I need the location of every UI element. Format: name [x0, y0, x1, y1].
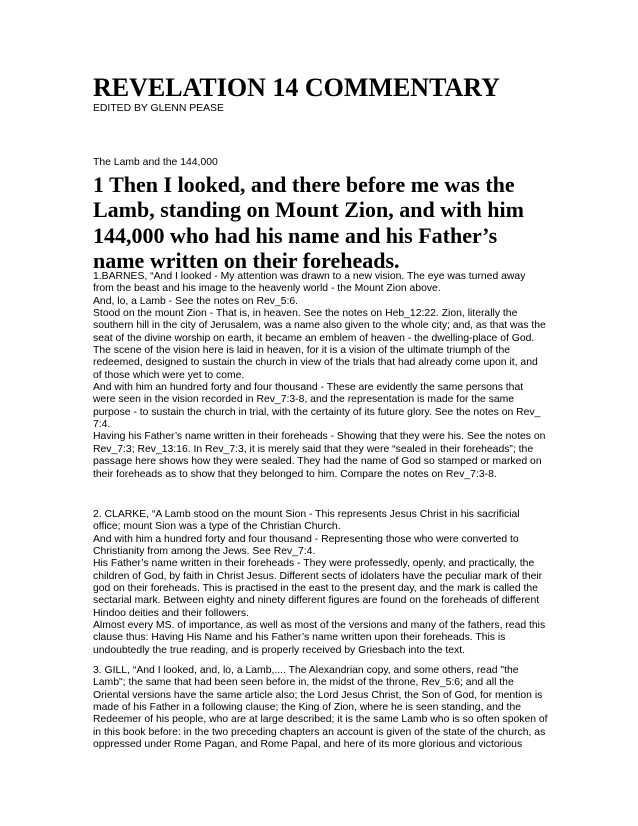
commentary-gill: [93, 665, 548, 751]
commentary-paragraph: Almost every MS. of importance, as well as most of the versions and many of the fathers, read this clause thus: Having His Name and his Father’s name written upon their foreheads. This is undoubtedly the true reading, and is properly received by Griesbach into the text.: [93, 620, 546, 656]
commentary-clarke: [93, 509, 548, 657]
commentary-paragraph: His Father’s name written in their foreheads - They were professedly, openly, and practically, the children of God, by faith in Christ Jesus. Different sects of idolaters have the peculiar mark of their god on their foreheads. This is practised in the east to the present day, and the mark is called the sectarial mark. Between eighty and ninety different figures are found on the foreheads of different Hindoo deities and their followers.: [93, 558, 543, 619]
document-title: REVELATION 14 COMMENTARY: [93, 73, 500, 102]
commentary-barnes: [93, 271, 548, 481]
commentary-paragraph: Having his Father’s name written in their foreheads - Showing that they were his. See the notes on Rev_7:3; Rev_13:16. In Rev_7:3, it is merely said that they were “sealed in their foreheads”; the passage here shows how they were sealed. They had the name of God so stamped or marked on their foreheads as to show that they belonged to him. Compare the notes on Rev_7:3-8.: [93, 431, 546, 480]
commentary-paragraph: 3. GILL, “And I looked, and, lo, a Lamb,.... The Alexandrian copy, and some others, read "the Lamb"; the same that had been seen before in, the midst of the throne, Rev_5:6; and all the Oriental versions have the same article also; the Lord Jesus Christ, the Son of God, for mention is made of his Father in a following clause; the King of Zion, where he is seen standing, and the Redeemer of his people, who are at large described; it is the same Lamb who is so often spoken of in this book before: in the two preceding chapters an account is given of the state of the church, as oppressed under Rome Pagan, and Rome Papal, and here of its more glorious and victorious: [93, 665, 548, 751]
commentary-paragraph: And with him a hundred forty and four thousand - Representing those who were converted to Christianity from among the Jews. See Rev_7:4.: [93, 533, 519, 558]
section-subheading: The Lamb and the 144,000: [93, 157, 218, 168]
editor-line: EDITED BY GLENN PEASE: [93, 103, 224, 114]
commentary-paragraph: 1.BARNES, “And I looked - My attention was drawn to a new vision. The eye was turned away from the beast and his image to the heavenly world - the Mount Zion above.: [93, 271, 526, 295]
commentary-paragraph: And with him an hundred forty and four thousand - These are evidently the same persons that were seen in the vision recorded in Rev_7:3-8, and the representation is made for the same purpose - to sustain the church in trial, with the certainty of its future glory. See the notes on Rev_ 7:4.: [93, 382, 541, 431]
document-header: [93, 74, 548, 116]
verse-heading: 1 Then I looked, and there before me was the Lamb, standing on Mount Zion, and with him 144,000 who had his name and his Father’s name written on their foreheads.: [93, 172, 524, 273]
commentary-paragraph: And, lo, a Lamb - See the notes on Rev_5:6.: [93, 295, 299, 307]
commentary-paragraph: 2. CLARKE, “A Lamb stood on the mount Sion - This represents Jesus Christ in his sacrificial office; mount Sion was a type of the Christian Church.: [93, 509, 520, 533]
commentary-paragraph: Stood on the mount Zion - That is, in heaven. See the notes on Heb_12:22. Zion, literally the southern hill in the city of Jerusalem, was a name also given to the whole city; and, as that was the seat of the divine worship on earth, it became an emblem of heaven - the dwelling-place of God. The scene of the vision here is laid in heaven, for it is a vision of the ultimate triumph of the redeemed, designed to sustain the church in view of the trials that had already come upon it, and of those which were yet to come.: [93, 308, 546, 381]
